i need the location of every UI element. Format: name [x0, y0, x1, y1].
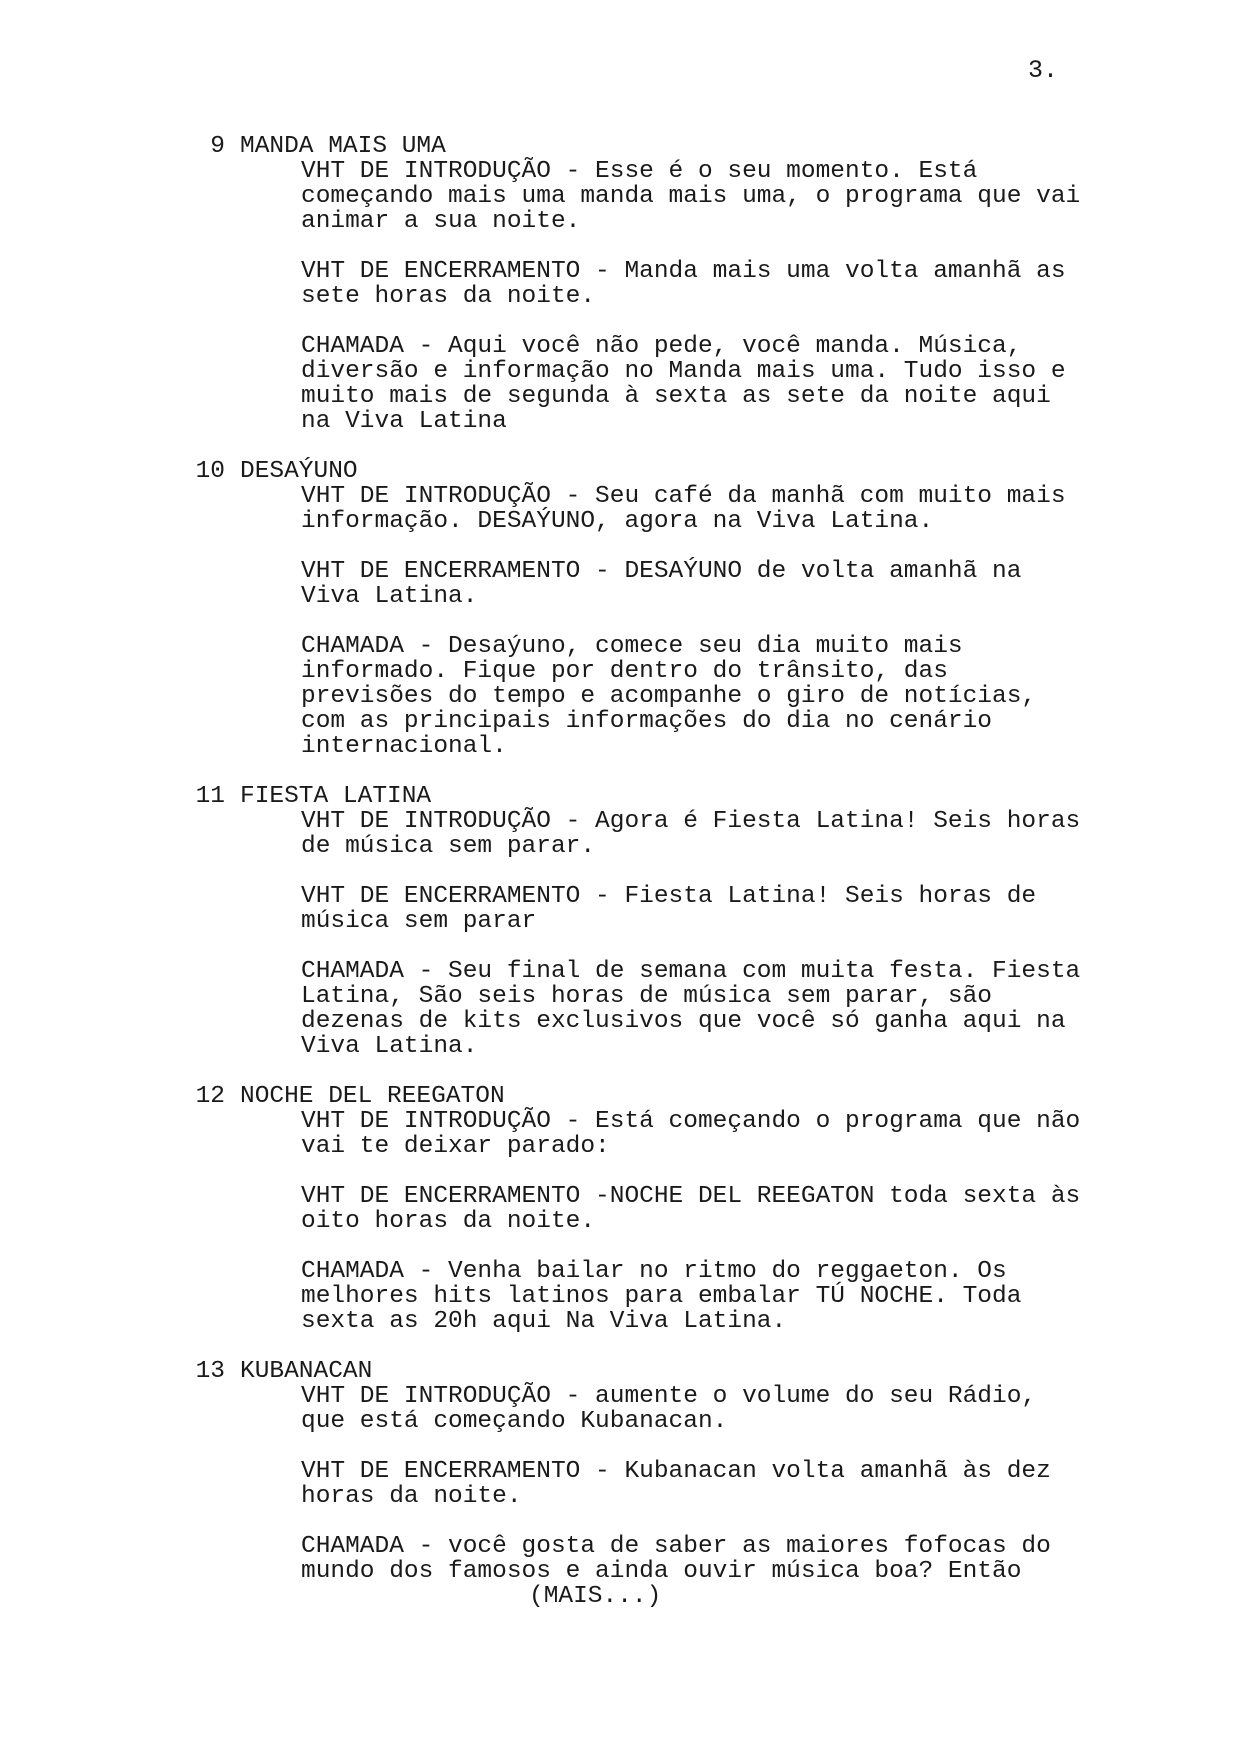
scene-heading: [180, 1084, 1140, 1109]
scene-heading: [180, 134, 1140, 159]
promo-call: CHAMADA - Desaýuno, comece seu dia muito mais informado. Fique por dentro do trânsito, das previsões do tempo e acompanhe o giro de notícias, com as principais informações do dia no cenário internacional.: [301, 633, 1037, 760]
promo-call: CHAMADA - Venha bailar no ritmo do reggaeton. Os melhores hits latinos para embalar TÚ NOCHE. Toda sexta as 20h aqui Na Viva Latina.: [301, 1258, 1022, 1335]
closing-vht: VHT DE ENCERRAMENTO -NOCHE DEL REEGATON toda sexta às oito horas da noite.: [301, 1183, 1081, 1235]
scene-heading: [180, 459, 1140, 484]
scene-number: 10: [195, 458, 225, 485]
scene-number: 13: [195, 1358, 225, 1385]
closing-vht: VHT DE ENCERRAMENTO - DESAÝUNO de volta amanhã na Viva Latina.: [301, 558, 1022, 610]
scene-title: MANDA MAIS UMA: [240, 133, 446, 160]
intro-vht: VHT DE INTRODUÇÃO - Seu café da manhã com muito mais informação. DESAÝUNO, agora na Viva Latina.: [301, 483, 1066, 535]
promo-call: CHAMADA - Seu final de semana com muita festa. Fiesta Latina, São seis horas de música sem parar, são dezenas de kits exclusivos que você só ganha aqui na Viva Latina.: [301, 958, 1081, 1060]
scene-9: [180, 134, 1140, 434]
scene-title: KUBANACAN: [240, 1358, 373, 1385]
closing-vht: VHT DE ENCERRAMENTO - Kubanacan volta amanhã às dez horas da noite.: [301, 1458, 1051, 1510]
scene-13: [180, 1359, 1140, 1584]
closing-vht: VHT DE ENCERRAMENTO - Manda mais uma volta amanhã as sete horas da noite.: [301, 258, 1066, 310]
scene-12: [180, 1084, 1140, 1334]
scene-number: 11: [195, 783, 225, 810]
intro-vht: VHT DE INTRODUÇÃO - Agora é Fiesta Latina! Seis horas de música sem parar.: [301, 808, 1081, 860]
scene-title: NOCHE DEL REEGATON: [240, 1083, 505, 1110]
scene-11: [180, 784, 1140, 1059]
closing-vht: VHT DE ENCERRAMENTO - Fiesta Latina! Seis horas de música sem parar: [301, 883, 1037, 935]
page-number: 3.: [1028, 56, 1059, 85]
scene-heading: [180, 1359, 1140, 1384]
promo-call: CHAMADA - você gosta de saber as maiores fofocas do mundo dos famosos e ainda ouvir música boa? Então: [301, 1533, 1051, 1585]
script-body: [180, 134, 1140, 1609]
scene-title: DESAÝUNO: [240, 458, 358, 485]
scene-number: 9: [210, 133, 225, 160]
promo-call: CHAMADA - Aqui você não pede, você manda. Música, diversão e informação no Manda mais uma. Tudo isso e muito mais de segunda à sexta as sete da noite aqui na Viva Latina: [301, 333, 1066, 435]
scene-title: FIESTA LATINA: [240, 783, 432, 810]
scene-10: [180, 459, 1140, 759]
scene-number: 12: [195, 1083, 225, 1110]
scene-heading: [180, 784, 1140, 809]
intro-vht: VHT DE INTRODUÇÃO - Está começando o programa que não vai te deixar parado:: [301, 1108, 1081, 1160]
intro-vht: VHT DE INTRODUÇÃO - aumente o volume do seu Rádio, que está começando Kubanacan.: [301, 1383, 1037, 1435]
intro-vht: VHT DE INTRODUÇÃO - Esse é o seu momento. Está começando mais uma manda mais uma, o programa que vai animar a sua noite.: [301, 158, 1081, 235]
continued-marker: (MAIS...): [529, 1583, 662, 1610]
